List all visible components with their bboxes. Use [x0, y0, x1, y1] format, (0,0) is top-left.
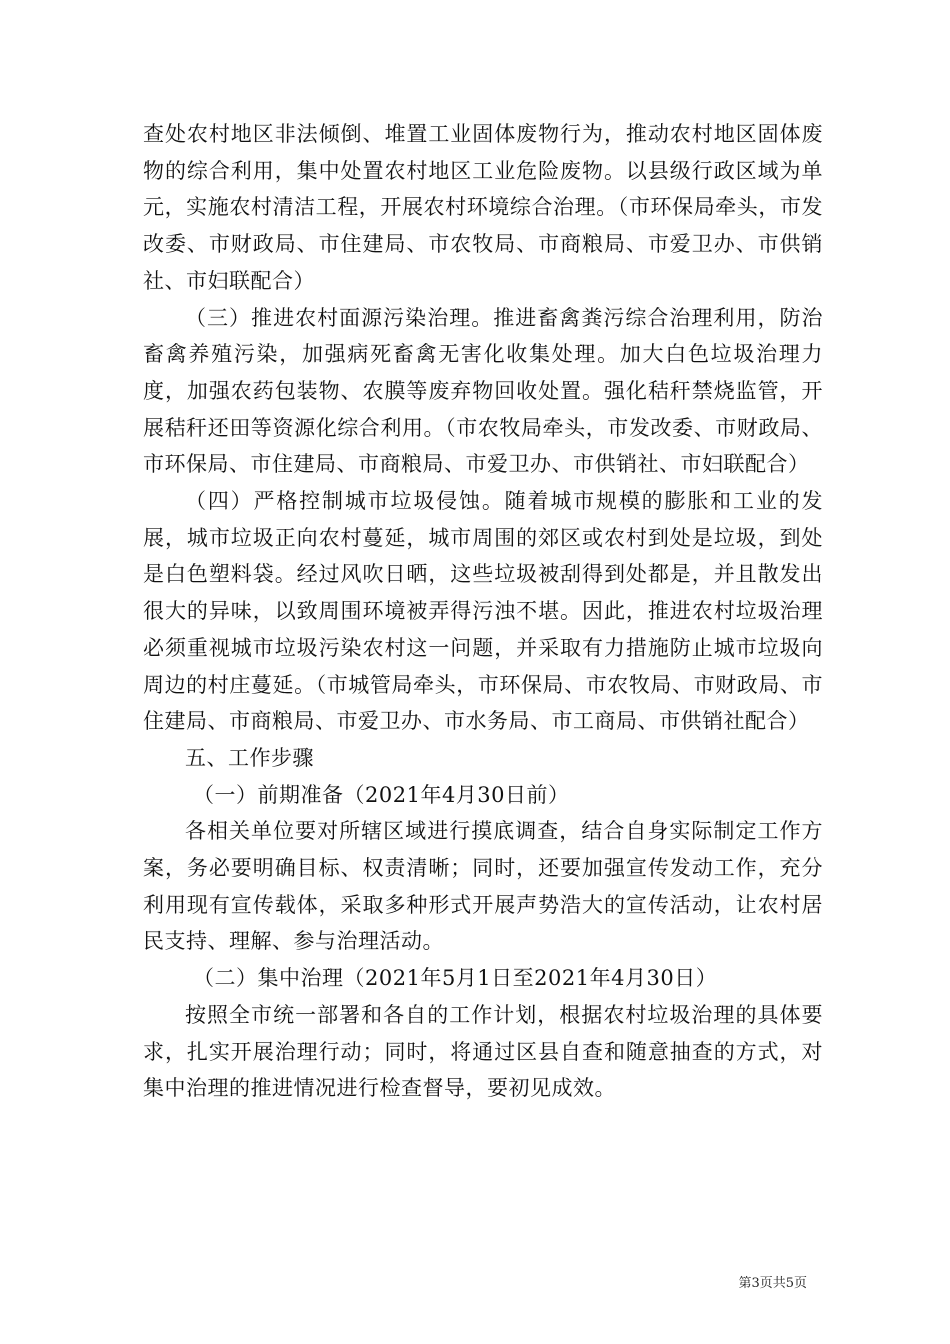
paragraph-centralized-treatment: 按照全市统一部署和各自的工作计划，根据农村垃圾治理的具体要求，扎实开展治理行动；同时，将通过区县自查和随意抽查的方式，对集中治理的推进情况进行检查督导，要初见成效。	[143, 1002, 823, 1101]
paragraph-preparation: 各相关单位要对所辖区域进行摸底调查，结合自身实际制定工作方案，务必要明确目标、权责清晰；同时，还要加强宣传发动工作，充分利用现有宣传载体，采取多种形式开展声势浩大的宣传活动，让农村居民支持、理解、参与治理活动。	[143, 819, 823, 954]
page-number: 第3页共5页	[738, 1276, 807, 1291]
subheading-preparation: （一）前期准备（2021年4月30日前）	[193, 782, 570, 807]
paragraph-section-4: （四）严格控制城市垃圾侵蚀。随着城市规模的膨胀和工业的发展，城市垃圾正向农村蔓延，城市周围的郊区或农村到处是垃圾，到处是白色塑料袋。经过风吹日晒，这些垃圾被刮得到处都是，并且散发出很大的异味，以致周围环境被弄得污浊不堪。因此，推进农村垃圾治理必须重视城市垃圾污染农村这一问题，并采取有力措施防止城市垃圾向周边的村庄蔓延。（市城管局牵头，市环保局、市农牧局、市财政局、市住建局、市商粮局、市爱卫办、市水务局、市工商局、市供销社配合）	[143, 489, 823, 734]
paragraph-section-3: （三）推进农村面源污染治理。推进畜禽粪污综合治理利用，防治畜禽养殖污染，加强病死畜禽无害化收集处理。加大白色垃圾治理力度，加强农药包装物、农膜等废弃物回收处置。强化秸秆禁烧监管，开展秸秆还田等资源化综合利用。（市农牧局牵头，市发改委、市财政局、市环保局、市住建局、市商粮局、市爱卫办、市供销社、市妇联配合）	[143, 305, 823, 477]
heading-work-steps: 五、工作步骤	[185, 745, 314, 770]
document-body	[143, 116, 823, 1107]
paragraph-continuation: 查处农村地区非法倾倒、堆置工业固体废物行为，推动农村地区固体废物的综合利用，集中处置农村地区工业危险废物。以县级行政区域为单元，实施农村清洁工程，开展农村环境综合治理。（市环保局牵头，市发改委、市财政局、市住建局、市农牧局、市商粮局、市爱卫办、市供销社、市妇联配合）	[143, 122, 823, 293]
subheading-centralized-treatment: （二）集中治理（2021年5月1日至2021年4月30日）	[193, 966, 718, 991]
